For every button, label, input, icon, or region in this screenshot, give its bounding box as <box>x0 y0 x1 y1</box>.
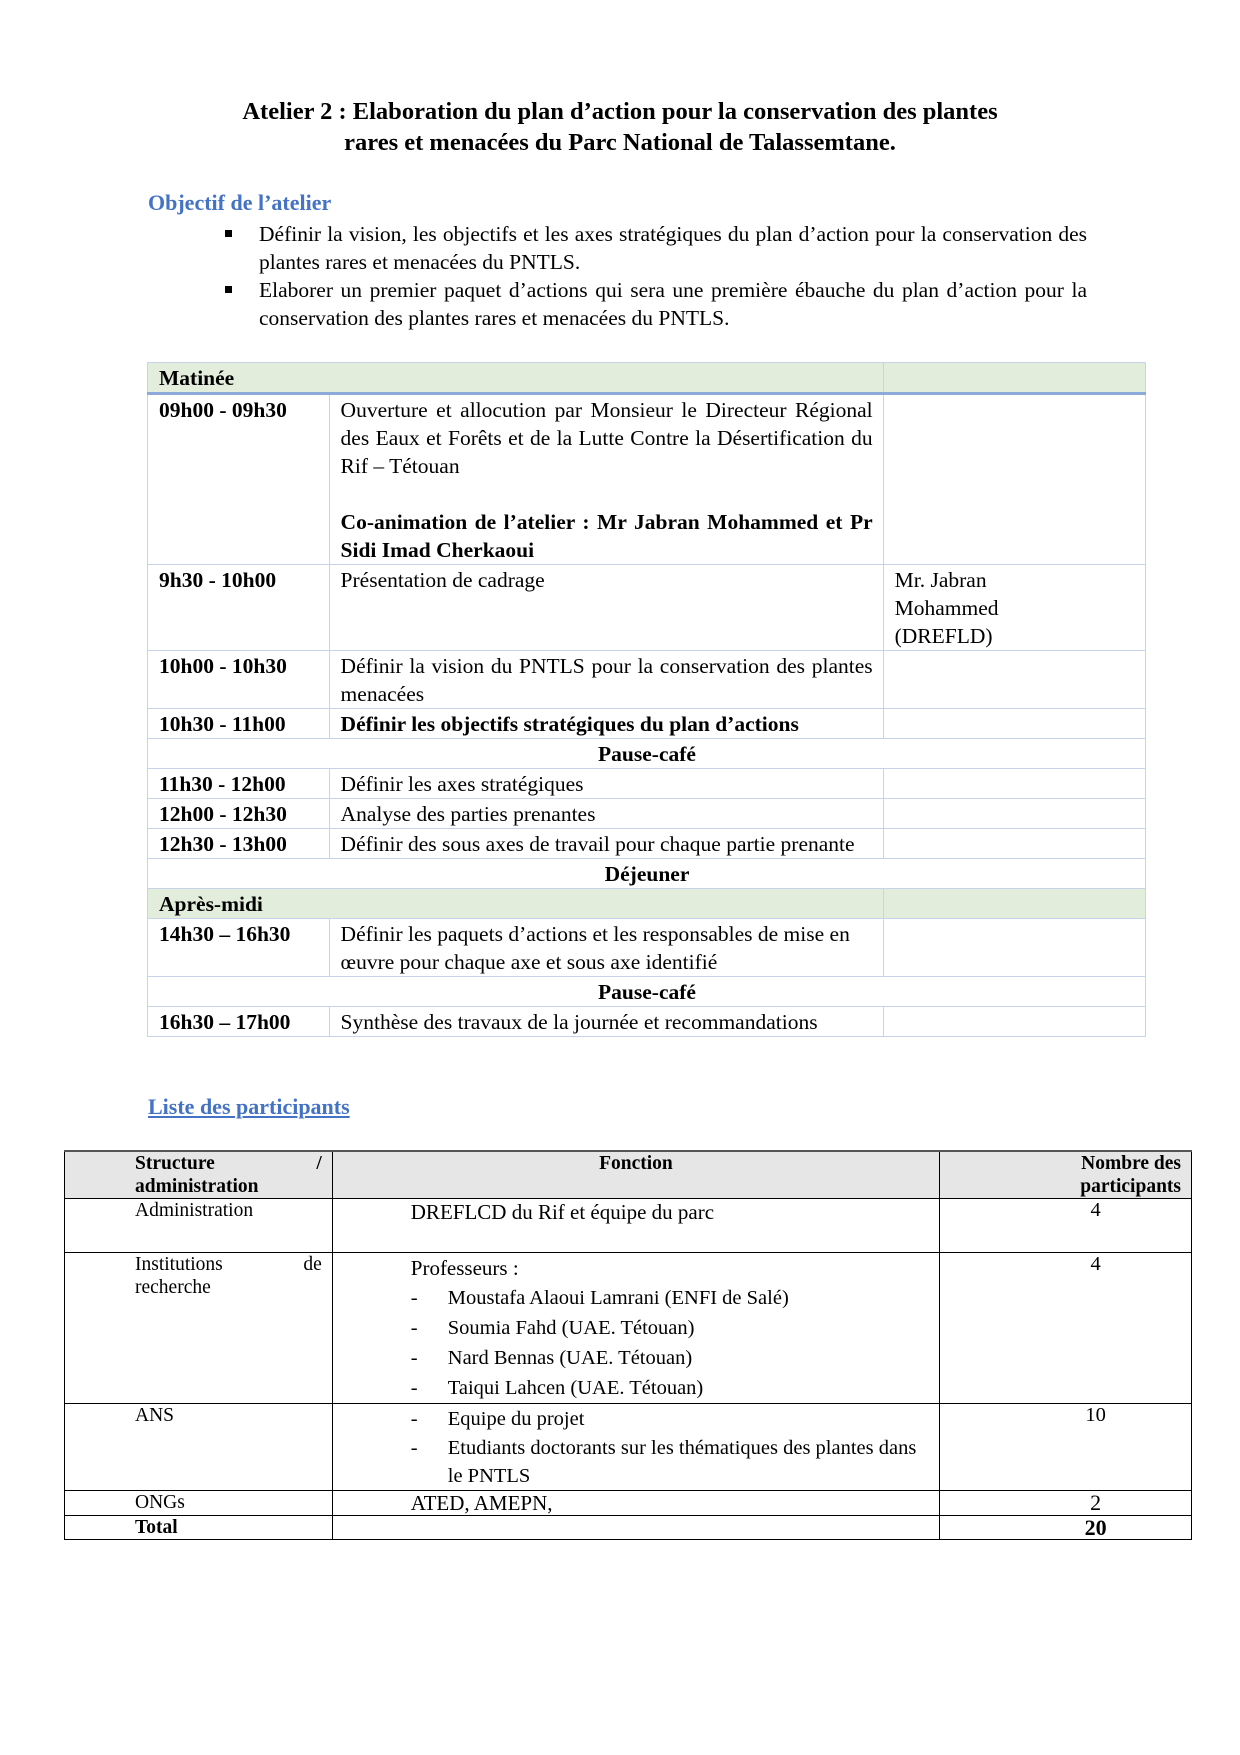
objective-item <box>225 276 1087 332</box>
agenda-row <box>148 709 1146 739</box>
coffee-break-row <box>148 739 1146 769</box>
agenda-activity: Définir les axes stratégiques <box>329 769 883 799</box>
total-count: 20 <box>1084 1515 1107 1540</box>
agenda-row <box>148 651 1146 709</box>
agenda-row <box>148 799 1146 829</box>
agenda-time: 09h00 - 09h30 <box>148 394 330 565</box>
objectives-heading: Objectif de l’atelier <box>148 190 332 215</box>
afternoon-band <box>148 889 1146 919</box>
structure-text: Institutions <box>135 1254 223 1275</box>
agenda-speaker <box>883 919 1145 977</box>
agenda-time: 10h00 - 10h30 <box>148 651 330 709</box>
function-text: ATED, AMEPN, <box>410 1491 553 1515</box>
agenda-speaker <box>883 829 1145 859</box>
header-structure-text: Structure <box>135 1153 215 1174</box>
structure-cell: ONGs <box>65 1491 333 1516</box>
agenda-activity <box>329 394 883 565</box>
coffee-break-row <box>148 977 1146 1007</box>
agenda-activity: Présentation de cadrage <box>329 565 883 651</box>
agenda-speaker <box>883 651 1145 709</box>
agenda-time: 12h30 - 13h00 <box>148 829 330 859</box>
count-value: 4 <box>1090 1199 1101 1221</box>
agenda-speaker <box>883 769 1145 799</box>
count-cell <box>940 1404 1192 1491</box>
professor-item: - Moustafa Alaoui Lamrani (ENFI de Salé) <box>411 1283 929 1313</box>
structure-cell: ANS <box>65 1404 333 1491</box>
function-text: DREFLCD du Rif et équipe du parc <box>410 1200 715 1224</box>
header-structure <box>65 1151 333 1199</box>
agenda-row <box>148 829 1146 859</box>
band-empty-cell <box>883 889 1145 919</box>
professor-item: - Nard Bennas (UAE. Tétouan) <box>411 1343 929 1373</box>
total-label: Total <box>65 1516 333 1540</box>
count-cell <box>940 1199 1192 1253</box>
objective-text: Définir la vision, les objectifs et les axes stratégiques du plan d’action pour la conservation des plantes rares et menacées du PNTLS. <box>259 222 1087 274</box>
objective-text: Elaborer un premier paquet d’actions qui sera une première ébauche du plan d’action pour la conservation des plantes rares et menacées du PNTLS. <box>259 278 1087 330</box>
structure-cell: Administration <box>65 1199 333 1253</box>
header-structure-text-2: administration <box>135 1176 259 1197</box>
title-line-1: Atelier 2 : Elaboration du plan d’action pour la conservation des plantes <box>242 98 998 125</box>
ans-item: - Etudiants doctorants sur les thématiques des plantes dans le PNTLS <box>411 1434 929 1490</box>
ans-item: - Equipe du projet <box>411 1404 929 1434</box>
professor-item: - Soumia Fahd (UAE. Tétouan) <box>411 1313 929 1343</box>
ans-list <box>343 1404 929 1490</box>
agenda-activity: Définir les paquets d’actions et les responsables de mise en œuvre pour chaque axe et sous axe identifié <box>329 919 883 977</box>
agenda-speaker: Mr. Jabran Mohammed (DREFLD) <box>883 565 1145 651</box>
participants-header-row <box>65 1151 1192 1199</box>
function-cell <box>332 1199 939 1253</box>
professor-list <box>343 1283 929 1403</box>
agenda-activity: Définir des sous axes de travail pour chaque partie prenante <box>329 829 883 859</box>
function-cell <box>332 1253 939 1404</box>
agenda-speaker <box>883 394 1145 565</box>
agenda-row <box>148 919 1146 977</box>
participants-heading: Liste des participants <box>148 1094 350 1119</box>
title-line-2: rares et menacées du Parc National de Talassemtane. <box>344 129 896 156</box>
agenda-table <box>147 362 1146 1037</box>
coffee-break-label: Pause-café <box>148 739 1146 769</box>
participants-row <box>65 1199 1192 1253</box>
header-slash: / <box>316 1153 322 1174</box>
agenda-row <box>148 1007 1146 1037</box>
total-empty-cell <box>332 1516 939 1540</box>
activity-text: Ouverture et allocution par Monsieur le Directeur Régional des Eaux et Forêts et de la Lutte Contre la Désertification du Rif – Tétouan <box>340 398 873 478</box>
agenda-time: 10h30 - 11h00 <box>148 709 330 739</box>
co-animation-note: Co-animation de l’atelier : Mr Jabran Mohammed et Pr Sidi Imad Cherkaoui <box>340 510 873 562</box>
agenda-activity: Définir la vision du PNTLS pour la conservation des plantes menacées <box>329 651 883 709</box>
morning-band <box>148 363 1146 394</box>
participants-total-row <box>65 1516 1192 1540</box>
agenda-row <box>148 394 1146 565</box>
agenda-time: 11h30 - 12h00 <box>148 769 330 799</box>
participants-row <box>65 1253 1192 1404</box>
agenda-time: 9h30 - 10h00 <box>148 565 330 651</box>
count-cell <box>940 1491 1192 1516</box>
professor-item: - Taiqui Lahcen (UAE. Tétouan) <box>411 1373 929 1403</box>
structure-text-2: recherche <box>135 1277 211 1298</box>
agenda-speaker <box>883 1007 1145 1037</box>
function-cell <box>332 1404 939 1491</box>
structure-text-de: de <box>303 1254 322 1275</box>
coffee-break-label: Pause-café <box>148 977 1146 1007</box>
agenda-row <box>148 769 1146 799</box>
count-value: 2 <box>1090 1490 1102 1515</box>
count-value: 10 <box>1085 1404 1106 1426</box>
header-function: Fonction <box>332 1151 939 1199</box>
participants-row <box>65 1404 1192 1491</box>
participants-table <box>64 1150 1192 1540</box>
agenda-time: 16h30 – 17h00 <box>148 1007 330 1037</box>
lunch-label: Déjeuner <box>148 859 1146 889</box>
agenda-activity: Définir les objectifs stratégiques du plan d’actions <box>329 709 883 739</box>
agenda-activity: Analyse des parties prenantes <box>329 799 883 829</box>
objectives-list <box>225 220 1087 332</box>
function-intro: Professeurs : <box>410 1256 519 1280</box>
agenda-time: 12h00 - 12h30 <box>148 799 330 829</box>
total-cell <box>940 1516 1192 1540</box>
participants-row <box>65 1491 1192 1516</box>
structure-cell <box>65 1253 333 1404</box>
count-cell <box>940 1253 1192 1404</box>
agenda-row <box>148 565 1146 651</box>
agenda-speaker <box>883 709 1145 739</box>
document-title <box>150 96 1090 158</box>
header-count: Nombre des participants <box>940 1151 1192 1199</box>
afternoon-label: Après-midi <box>148 889 884 919</box>
morning-label: Matinée <box>148 363 884 394</box>
lunch-row <box>148 859 1146 889</box>
objective-item <box>225 220 1087 276</box>
function-cell <box>332 1491 939 1516</box>
agenda-activity: Synthèse des travaux de la journée et recommandations <box>329 1007 883 1037</box>
count-value: 4 <box>1090 1253 1101 1275</box>
band-empty-cell <box>883 363 1145 394</box>
agenda-speaker <box>883 799 1145 829</box>
agenda-time: 14h30 – 16h30 <box>148 919 330 977</box>
